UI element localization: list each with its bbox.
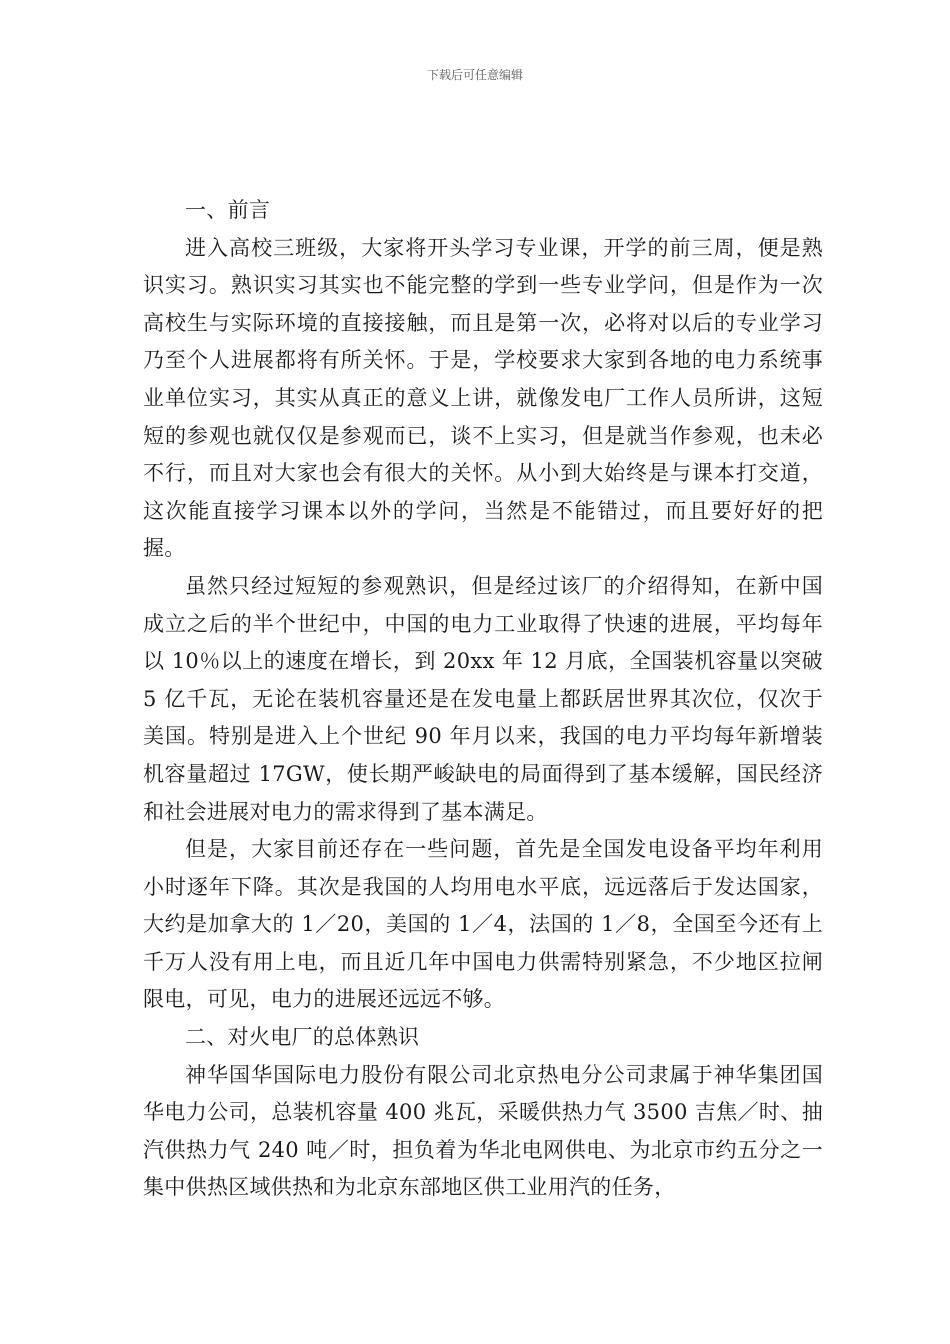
document-body	[143, 192, 823, 1207]
section-heading-overview: 二、对火电厂的总体熟识	[185, 1025, 420, 1050]
section-heading-preface: 一、前言	[185, 198, 271, 222]
paragraph: 进入高校三班级，大家将开头学习专业课，开学的前三周，便是熟识实习。熟识实习其实也不能完整的学到一些专业学问，但是作为一次高校生与实际环境的直接接触，而且是第一次，必将对以后的专业学习乃至个人进展都将有所关怀。于是，学校要求大家到各地的电力系统事业单位实习，其实从真正的意义上讲，就像发电厂工作人员所讲，这短短的参观也就仅仅是参观而已，谈不上实习，但是就当作参观，也未必不行，而且对大家也会有很大的关怀。从小到大始终是与课本打交道，这次能直接学习课本以外的学问，当然是不能错过，而且要好好的把握。	[143, 235, 823, 561]
paragraph: 但是，大家目前还存在一些问题，首先是全国发电设备平均年利用小时逐年下降。其次是我国的人均用电水平底，远远落后于发达国家，大约是加拿大的 1／20，美国的 1／4，法国的 1／8，全国至今还有上千万人没有用上电，而且近几年中国电力供需特别紧急，不少地区拉闸限电，可见，电力的进展还远远不够。	[143, 837, 823, 1012]
paragraph: 神华国华国际电力股份有限公司北京热电分公司隶属于神华集团国华电力公司，总装机容量 400 兆瓦，采暖供热力气 3500 吉焦／时、抽汽供热力气 240 吨／时，担负着为华北电网供电、为北京市约五分之一集中供热区域供热和为北京东部地区供工业用汽的任务，	[143, 1062, 823, 1200]
header-note: 下载后可任意编辑	[426, 68, 523, 82]
paragraph: 虽然只经过短短的参观熟识，但是经过该厂的介绍得知，在新中国成立之后的半个世纪中，中国的电力工业取得了快速的进展，平均每年以 10％以上的速度在增长，到 20xx 年 12 月底，全国装机容量以突破 5 亿千瓦，无论在装机容量还是在发电量上都跃居世界其次位，仅次于美国。特别是进入上个世纪 90 年月以来，我国的电力平均每年新增装机容量超过 17GW，使长期严峻缺电的局面得到了基本缓解，国民经济和社会进展对电力的需求得到了基本满足。	[143, 573, 823, 824]
